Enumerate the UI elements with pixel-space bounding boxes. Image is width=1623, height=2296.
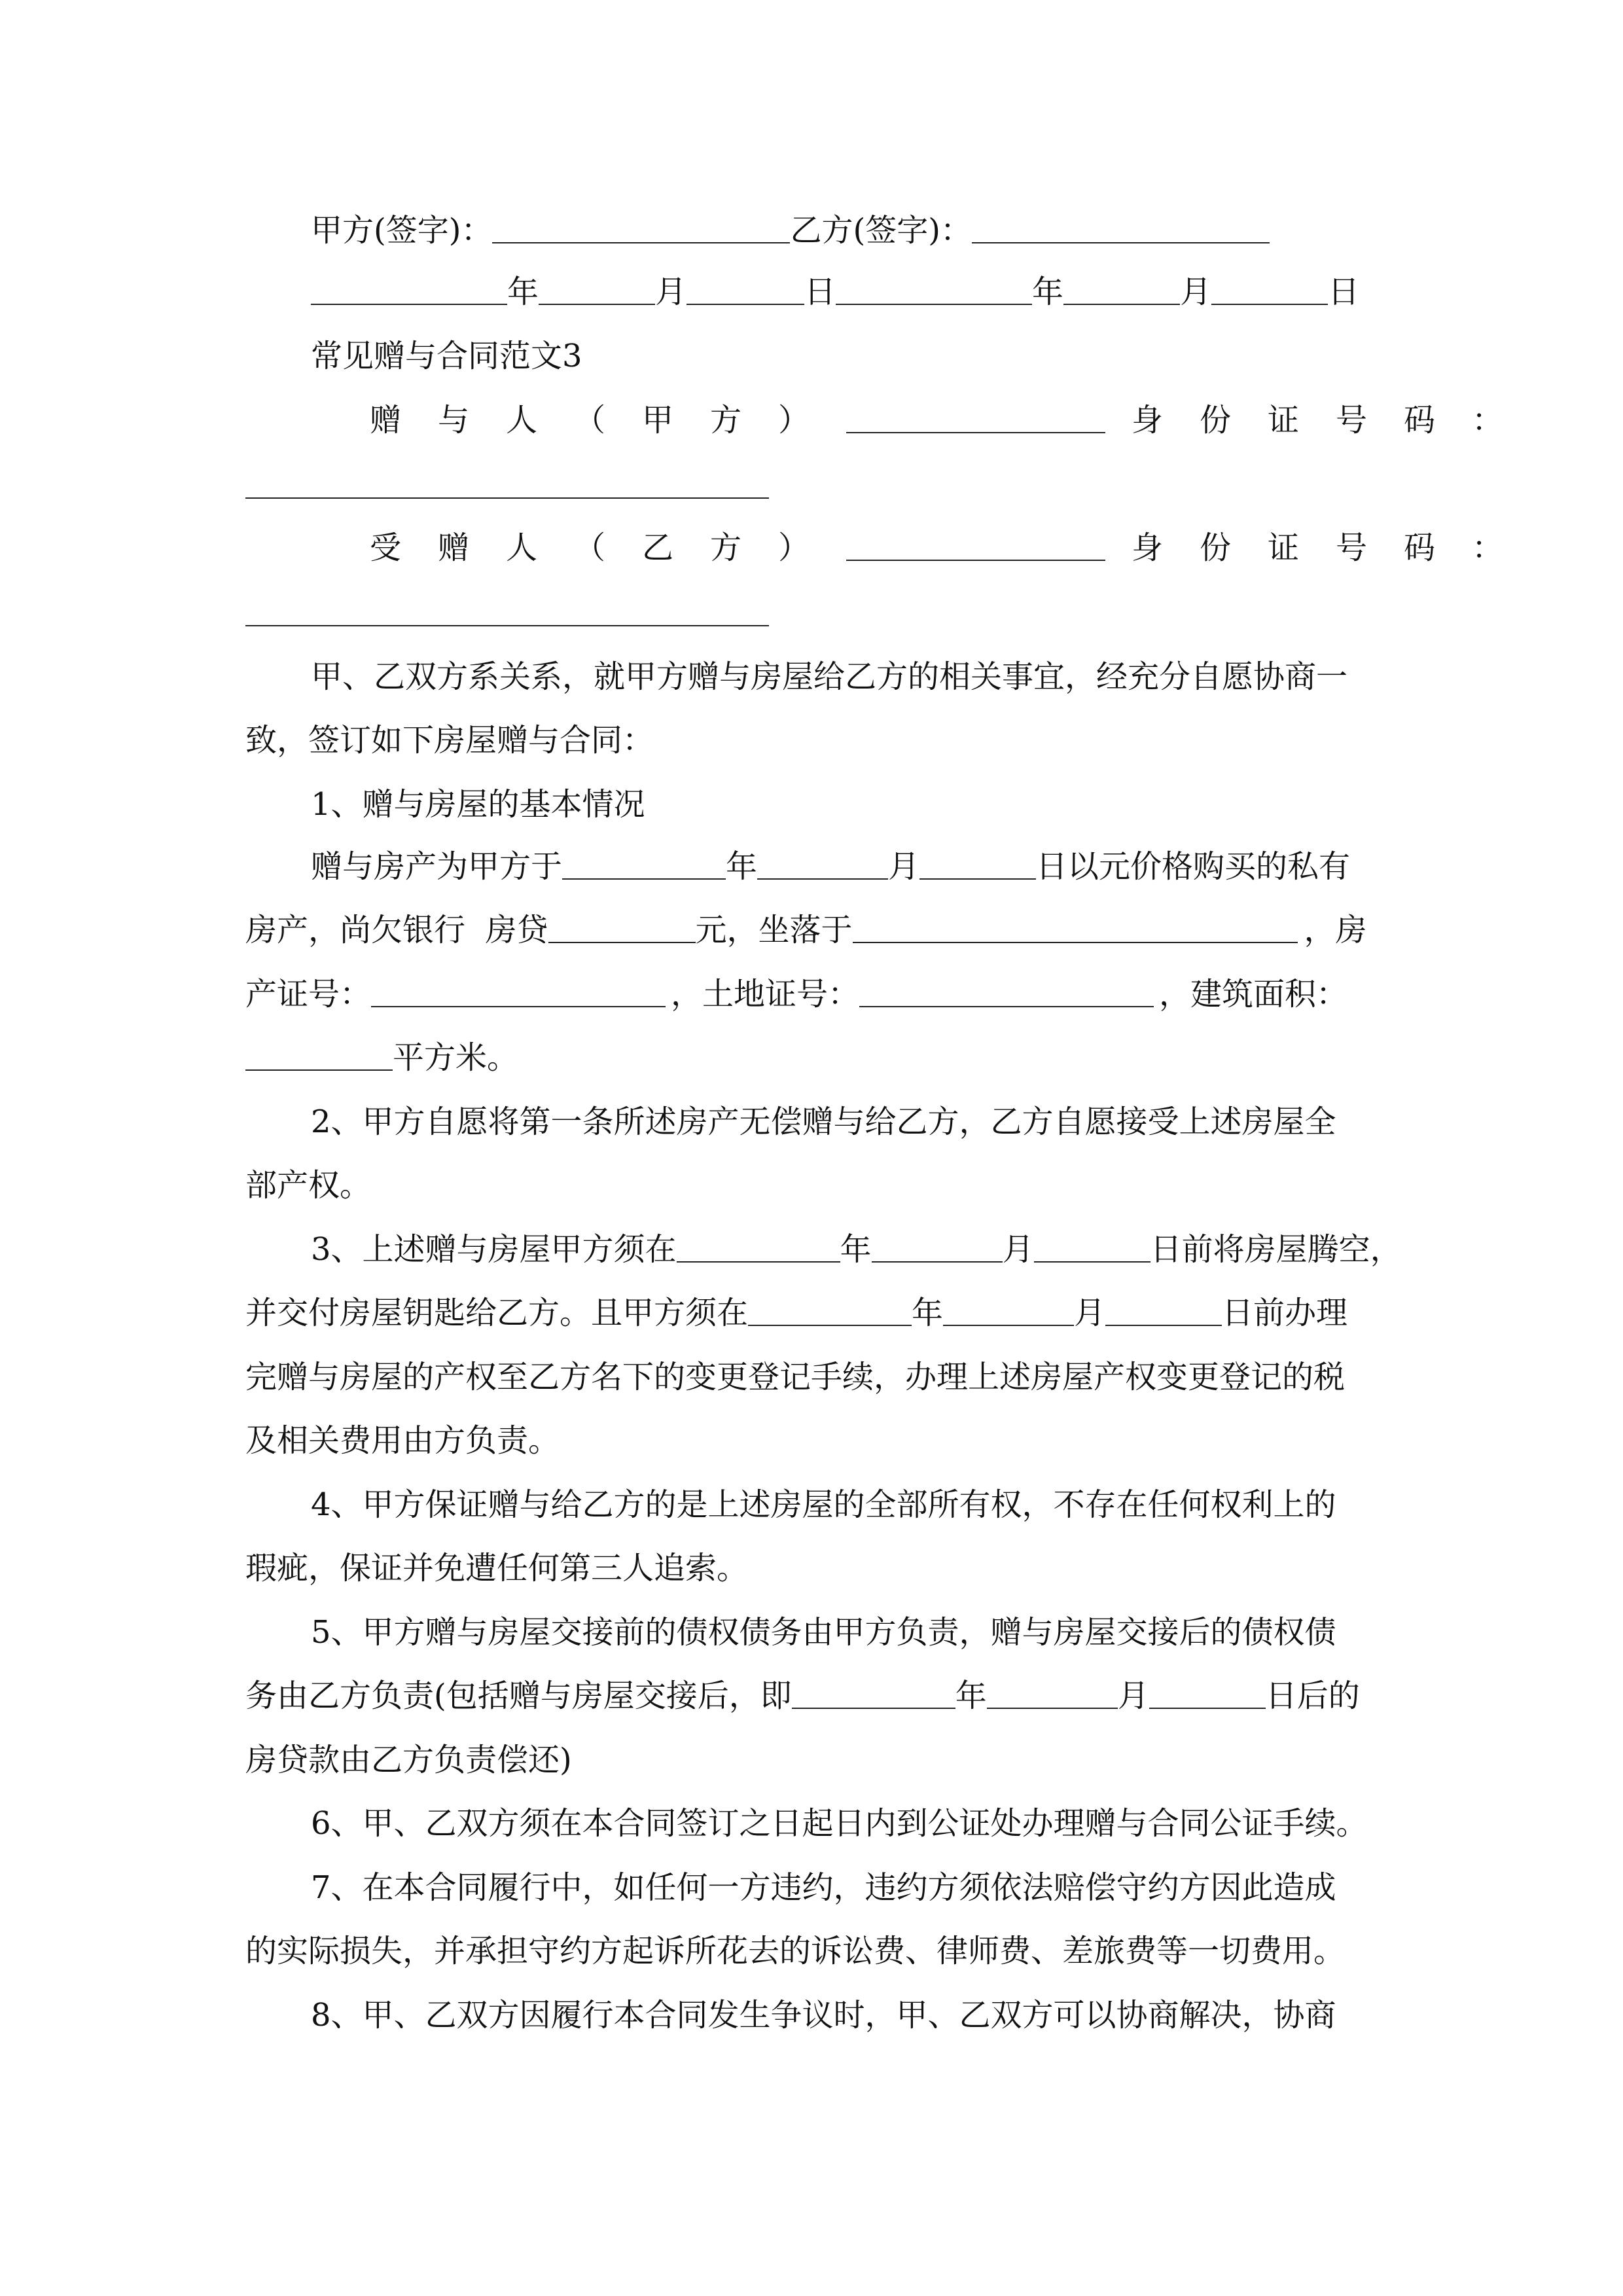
party-b-signature-blank[interactable]: [972, 216, 1270, 243]
month-label: 月: [1117, 1677, 1149, 1714]
clause-5-text: 日后的: [1265, 1677, 1360, 1714]
clause-5-text: 务由乙方负责(包括赠与房屋交接后，即: [245, 1677, 792, 1714]
clause-3-line-1: [311, 1231, 1402, 1268]
vacate-year-blank[interactable]: [677, 1235, 840, 1263]
clause-1-text: 元，坐落于: [695, 912, 853, 948]
purchase-day-blank[interactable]: [919, 852, 1036, 880]
year-label: 年: [1032, 274, 1064, 310]
party-b-year-blank[interactable]: [836, 278, 1032, 305]
party-b-day-blank[interactable]: [1211, 278, 1328, 305]
clause-5-line-1: 5、甲方赠与房屋交接前的债权债务由甲方负责，赠与房屋交接后的债权债: [311, 1614, 1336, 1651]
handover-day-blank[interactable]: [1149, 1681, 1266, 1709]
donor-id-label: 身份证号码：: [1132, 402, 1541, 439]
party-a-signature-label: 甲方(签字)：: [311, 212, 493, 249]
clause-4-line-2: 瑕疵，保证并免遭任何第三人追索。: [245, 1550, 749, 1587]
donor-name-blank[interactable]: [846, 406, 1105, 433]
clause-1-line-a: [311, 848, 1351, 885]
signature-line: [311, 212, 1270, 249]
clause-5-line-3: 房贷款由乙方负责偿还): [245, 1742, 572, 1778]
month-label: 月: [1002, 1231, 1034, 1268]
transfer-year-blank[interactable]: [748, 1299, 912, 1326]
clause-7-line-1: 7、在本合同履行中，如任何一方违约，违约方须依法赔偿守约方因此造成: [311, 1869, 1336, 1906]
clause-3-text: 3、上述赠与房屋甲方须在: [311, 1231, 677, 1268]
clause-1-text: ，建筑面积：: [1159, 976, 1348, 1013]
signature-date-line: [311, 276, 1359, 308]
year-label: 年: [726, 848, 758, 885]
clause-1-text: ，土地证号：: [671, 976, 860, 1013]
vacate-day-blank[interactable]: [1034, 1235, 1150, 1263]
year-label: 年: [955, 1677, 987, 1714]
donee-line: [370, 529, 1541, 566]
intro-line-2: 致，签订如下房屋赠与合同：: [245, 722, 654, 759]
land-cert-blank[interactable]: [859, 980, 1154, 1007]
donee-id-blank[interactable]: [245, 625, 769, 626]
party-a-month-blank[interactable]: [539, 278, 655, 305]
handover-month-blank[interactable]: [987, 1681, 1118, 1709]
party-a-signature-blank[interactable]: [492, 216, 790, 243]
clause-7-line-2: 的实际损失，并承担守约方起诉所花去的诉讼费、律师费、差旅费等一切费用。: [245, 1933, 1346, 1969]
clause-1-text: ，房: [1304, 912, 1367, 948]
clause-1-text: 平方米。: [393, 1039, 519, 1076]
donee-id-label: 身份证号码：: [1132, 529, 1541, 566]
donor-label: 赠与人（甲方）: [370, 402, 847, 439]
property-cert-blank[interactable]: [371, 980, 666, 1007]
clause-3-text: 日前办理: [1222, 1295, 1348, 1331]
clause-1-text: 赠与房产为甲方于: [311, 848, 563, 885]
day-label: 日: [804, 274, 836, 310]
clause-1-line-b: [245, 914, 1367, 946]
month-label: 月: [1180, 274, 1212, 310]
year-label: 年: [507, 274, 539, 310]
handover-year-blank[interactable]: [792, 1681, 955, 1709]
clause-6: 6、甲、乙双方须在本合同签订之日起日内到公证处办理赠与合同公证手续。: [311, 1805, 1368, 1842]
clause-1-text: 房产，尚欠银行 房贷: [245, 912, 548, 948]
month-label: 月: [888, 848, 920, 885]
donor-line: [370, 402, 1541, 439]
clause-1-line-d: [245, 1039, 519, 1076]
transfer-day-blank[interactable]: [1105, 1299, 1222, 1326]
clause-3-line-4: 及相关费用由方负责。: [245, 1422, 560, 1459]
clause-1-text: 日以元价格购买的私有: [1036, 848, 1351, 885]
clause-8-line-1: 8、甲、乙双方因履行本合同发生争议时，甲、乙双方可以协商解决，协商: [311, 1997, 1336, 2034]
transfer-month-blank[interactable]: [943, 1299, 1074, 1326]
vacate-month-blank[interactable]: [872, 1235, 1003, 1263]
purchase-month-blank[interactable]: [757, 852, 888, 880]
intro-line-1: 甲、乙双方系关系，就甲方赠与房屋给乙方的相关事宜，经充分自愿协商一: [311, 658, 1348, 695]
party-a-day-blank[interactable]: [687, 278, 804, 305]
clause-2-line-2: 部产权。: [245, 1167, 372, 1204]
clause-3-line-3: 完赠与房屋的产权至乙方名下的变更登记手续，办理上述房屋产权变更登记的税: [245, 1359, 1346, 1395]
clause-1-title: 1、赠与房屋的基本情况: [311, 786, 645, 823]
clause-2-line-1: 2、甲方自愿将第一条所述房产无偿赠与给乙方，乙方自愿接受上述房屋全: [311, 1103, 1336, 1140]
floor-area-blank[interactable]: [245, 1043, 393, 1071]
donee-label: 受赠人（乙方）: [370, 529, 847, 566]
property-address-blank[interactable]: [853, 916, 1298, 943]
year-label: 年: [840, 1231, 872, 1268]
clause-4-line-1: 4、甲方保证赠与给乙方的是上述房屋的全部所有权，不存在任何权利上的: [311, 1486, 1336, 1523]
party-b-signature-label: 乙方(签字)：: [790, 212, 972, 249]
clause-5-line-2: [245, 1677, 1360, 1714]
month-label: 月: [1074, 1295, 1106, 1331]
donor-id-blank[interactable]: [245, 497, 769, 499]
clause-3-text: 并交付房屋钥匙给乙方。且甲方须在: [245, 1295, 749, 1331]
party-b-month-blank[interactable]: [1063, 278, 1180, 305]
mortgage-amount-blank[interactable]: [548, 916, 696, 943]
day-label: 日: [1328, 274, 1360, 310]
section-heading: 常见赠与合同范文3: [311, 338, 582, 374]
clause-3-line-2: [245, 1297, 1347, 1329]
clause-1-line-c: [245, 976, 1348, 1013]
party-a-year-blank[interactable]: [311, 278, 507, 305]
clause-1-text: 产证号：: [245, 976, 372, 1013]
month-label: 月: [655, 274, 687, 310]
purchase-year-blank[interactable]: [562, 852, 726, 880]
year-label: 年: [912, 1295, 944, 1331]
clause-3-text: 日前将房屋腾空，: [1150, 1231, 1402, 1268]
donee-name-blank[interactable]: [846, 533, 1105, 561]
